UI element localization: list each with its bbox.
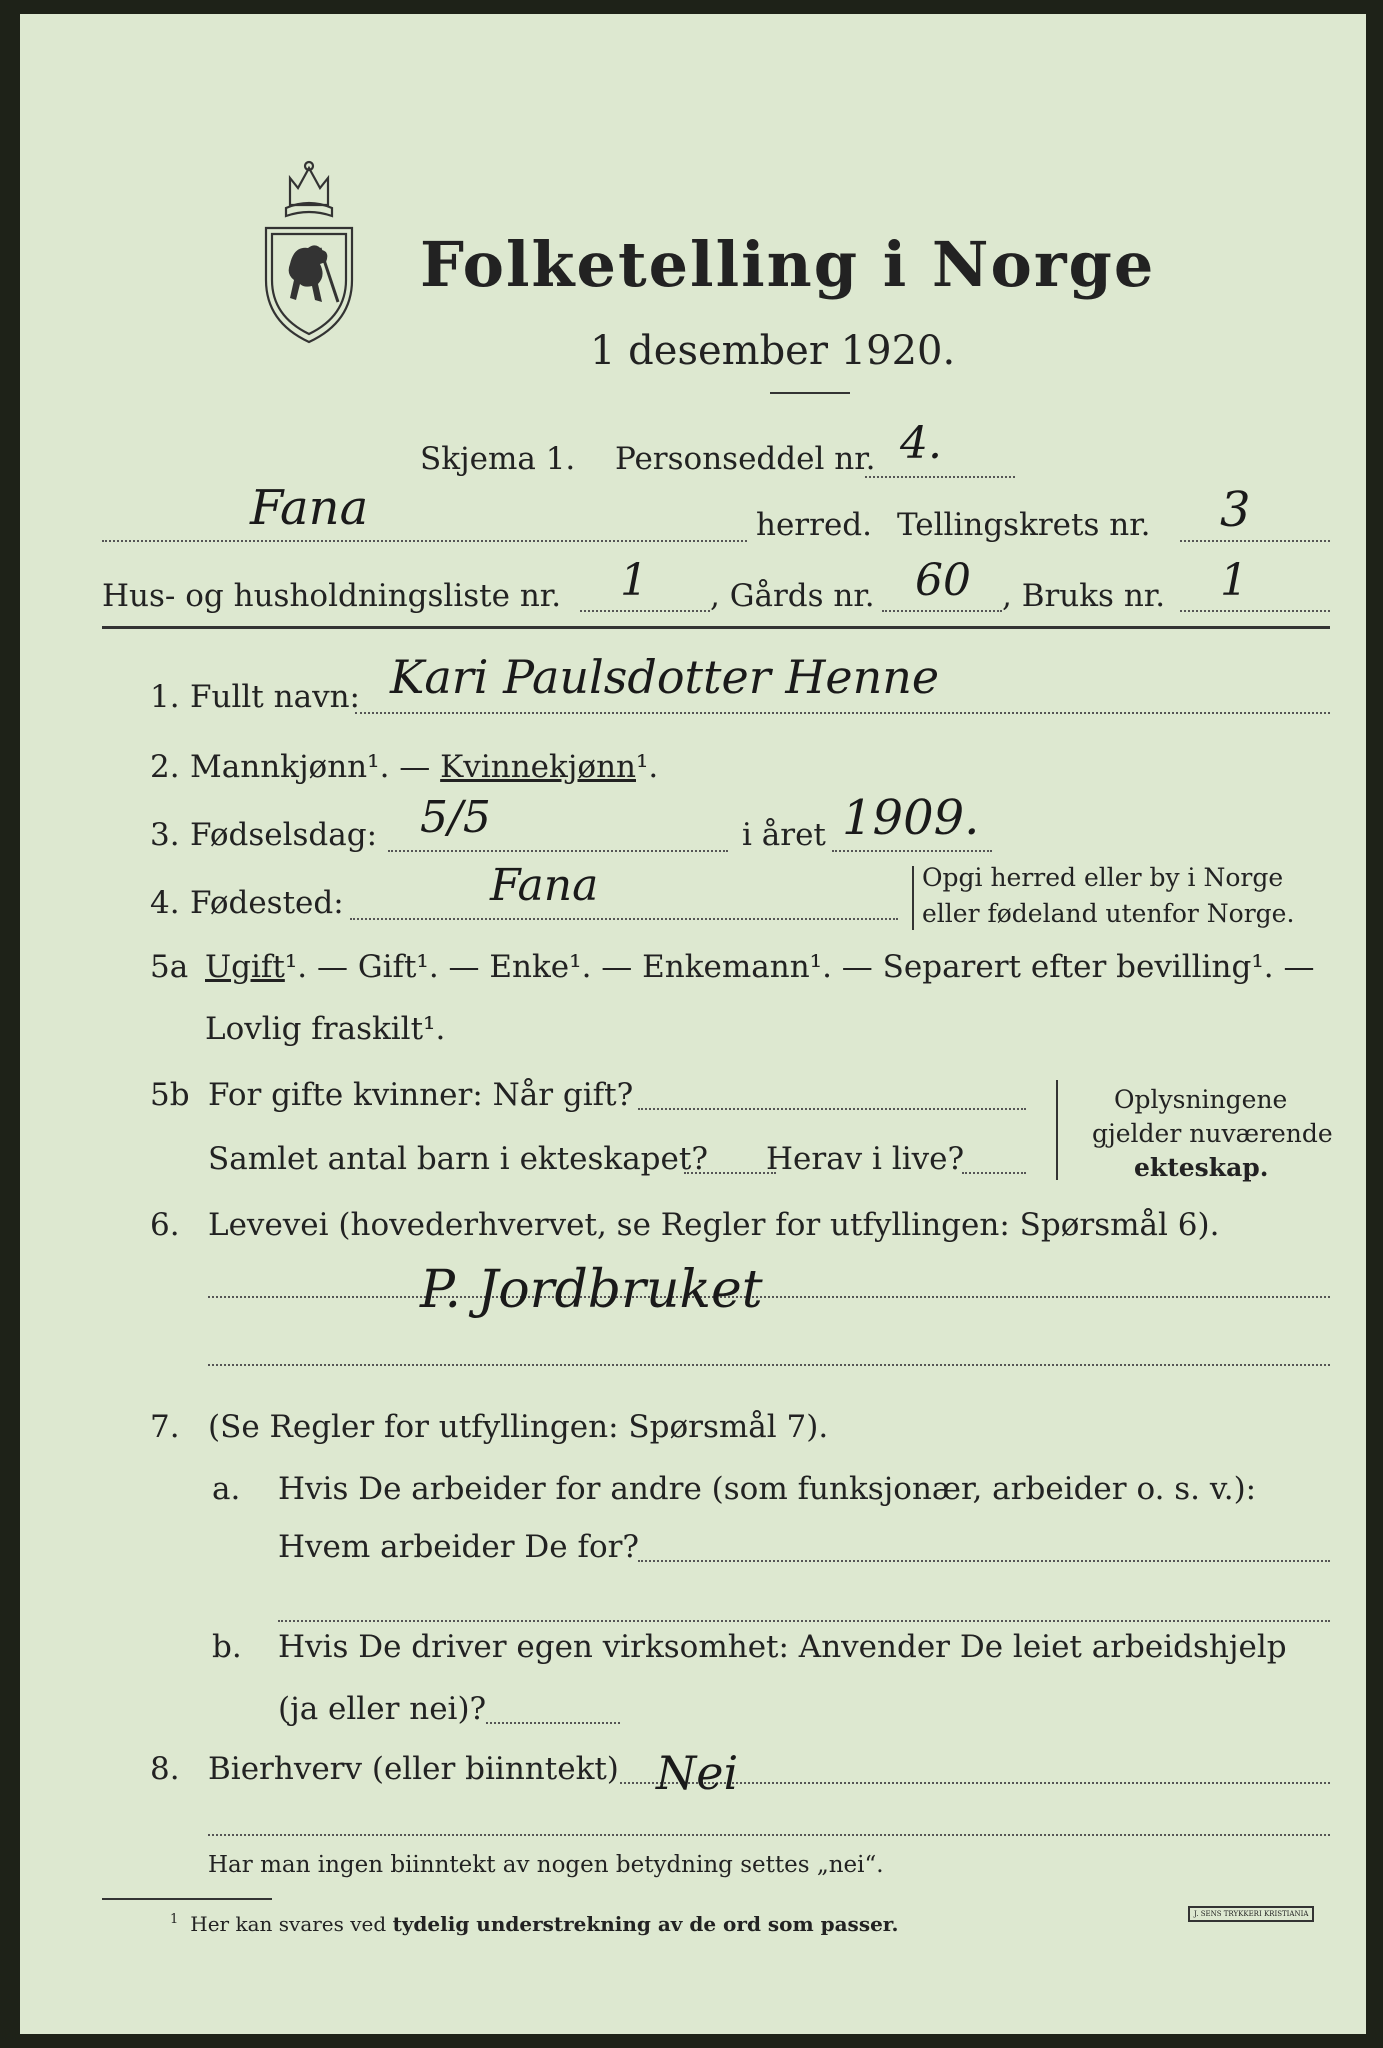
q6-number: 6. [150, 1207, 180, 1243]
form-title: Folketelling i Norge [420, 228, 1156, 301]
title-divider [770, 392, 850, 394]
birthday-value[interactable]: 5/5 [420, 792, 491, 843]
q4-note-2: eller fødeland utenfor Norge. [922, 899, 1295, 928]
footnote-rule [102, 1898, 272, 1900]
birth-year-value[interactable]: 1909. [842, 790, 980, 846]
q5a-number: 5a [150, 949, 189, 985]
q3-line [388, 850, 728, 852]
q8-note: Har man ingen biinntekt av nogen betydning settes „nei“. [208, 1852, 884, 1878]
herred-value[interactable]: Fana [250, 480, 369, 536]
q7b-letter: b. [212, 1629, 242, 1665]
q5b-note-3: ekteskap. [1134, 1153, 1269, 1182]
q6-label: Levevei (hovederhvervet, se Regler for utfyllingen: Spørsmål 6). [208, 1207, 1220, 1243]
husliste-label: Hus- og husholdningsliste nr. [102, 578, 562, 614]
schema-label: Skjema 1. [420, 441, 576, 477]
q3-number: 3. [150, 817, 180, 853]
q3-label: Fødselsdag: [190, 817, 378, 853]
q5a-line2: Lovlig fraskilt¹. [205, 1011, 446, 1047]
side-income-value[interactable]: Nei [656, 1746, 739, 1800]
footnote [170, 1912, 898, 1936]
q1-line [355, 712, 1330, 714]
form-date: 1 desember 1920. [590, 328, 956, 374]
kvinnekjonn-option[interactable]: Kvinnekjønn [440, 749, 636, 785]
q2-number: 2. [150, 749, 180, 785]
q7b-line [486, 1722, 620, 1724]
q7a-label-2: Hvem arbeider De for? [278, 1529, 640, 1565]
q4-number: 4. [150, 885, 180, 921]
q4-note-1: Opgi herred eller by i Norge [922, 863, 1284, 892]
q5b-label-2: Samlet antal barn i ekteskapet? [208, 1141, 708, 1177]
full-name-value[interactable]: Kari Paulsdotter Henne [390, 650, 940, 704]
ugift-option[interactable]: Ugift [205, 949, 285, 985]
q2-label [190, 749, 659, 785]
gards-value[interactable]: 60 [915, 555, 971, 606]
q6-line-2 [208, 1364, 1330, 1366]
personseddel-label: Personseddel nr. [615, 441, 876, 477]
q5b-label-3: Herav i live? [766, 1141, 965, 1177]
q7a-letter: a. [212, 1471, 241, 1507]
q4-label: Fødested: [190, 885, 344, 921]
q5b-brace [1056, 1080, 1058, 1180]
q7a-line-2 [278, 1620, 1330, 1622]
q5b-number: 5b [150, 1077, 190, 1113]
herred-line [102, 540, 747, 542]
q4-brace [912, 866, 914, 930]
q5a-other-options: ¹. — Gift¹. — Enke¹. — Enkemann¹. — Separert efter bevilling¹. — [284, 949, 1315, 985]
q8-line-2 [208, 1834, 1330, 1836]
q8-label: Bierhverv (eller biinntekt) [208, 1751, 619, 1787]
q7-number: 7. [150, 1409, 180, 1445]
q7a-label: Hvis De arbeider for andre (som funksjonær, arbeider o. s. v.): [278, 1471, 1257, 1507]
birthplace-value[interactable]: Fana [490, 860, 599, 911]
q5b-label-1: For gifte kvinner: Når gift? [208, 1077, 634, 1113]
printer-stamp: J. SENS TRYKKERI KRISTIANIA [1188, 1906, 1314, 1922]
footnote-text-a: Her kan svares ved [190, 1912, 393, 1936]
q1-number: 1. [150, 679, 180, 715]
bruks-label: , Bruks nr. [1002, 578, 1166, 614]
q5b-line-2 [684, 1172, 776, 1174]
q8-number: 8. [150, 1751, 180, 1787]
occupation-value[interactable]: P. Jordbruket [420, 1260, 763, 1320]
tellingskrets-line [1180, 540, 1330, 542]
q5a-options [205, 949, 1315, 985]
q1-label: Fullt navn: [190, 679, 360, 715]
q7-label: (Se Regler for utfyllingen: Spørsmål 7). [208, 1409, 829, 1445]
footnote-mark: 1 [170, 1912, 179, 1927]
q5b-note-1: Oplysningene [1114, 1085, 1288, 1114]
tellingskrets-value[interactable]: 3 [1220, 482, 1251, 538]
year-line [832, 850, 992, 852]
gards-label: , Gårds nr. [710, 578, 875, 614]
coat-of-arms-icon [260, 160, 358, 348]
year-label: i året [742, 817, 826, 853]
q5b-line-3 [962, 1172, 1026, 1174]
q7a-line-1 [638, 1560, 1330, 1562]
footnote-text-b: tydelig understrekning av de ord som passer. [392, 1912, 899, 1936]
personseddel-line [865, 476, 1015, 478]
mannkjonn-option: Mannkjønn¹. — [190, 749, 441, 785]
tellingskrets-label: Tellingskrets nr. [897, 507, 1151, 543]
census-form [20, 14, 1366, 2034]
gards-line [882, 610, 1002, 612]
q6-line-1 [208, 1296, 1330, 1298]
herred-label: herred. [756, 507, 872, 543]
q4-line [350, 918, 898, 920]
husliste-line [580, 610, 710, 612]
husliste-value[interactable]: 1 [620, 555, 648, 606]
header-rule [102, 626, 1330, 629]
q2-end: ¹. [636, 749, 659, 785]
bruks-value[interactable]: 1 [1220, 555, 1248, 606]
q7b-label-2: (ja eller nei)? [278, 1691, 487, 1727]
q5b-note-2: gjelder nuværende [1092, 1119, 1333, 1148]
q7b-label: Hvis De driver egen virksomhet: Anvender De leiet arbeidshjelp [278, 1629, 1287, 1665]
bruks-line [1180, 610, 1330, 612]
personseddel-value[interactable]: 4. [900, 418, 942, 469]
q5b-line-1 [638, 1108, 1026, 1110]
